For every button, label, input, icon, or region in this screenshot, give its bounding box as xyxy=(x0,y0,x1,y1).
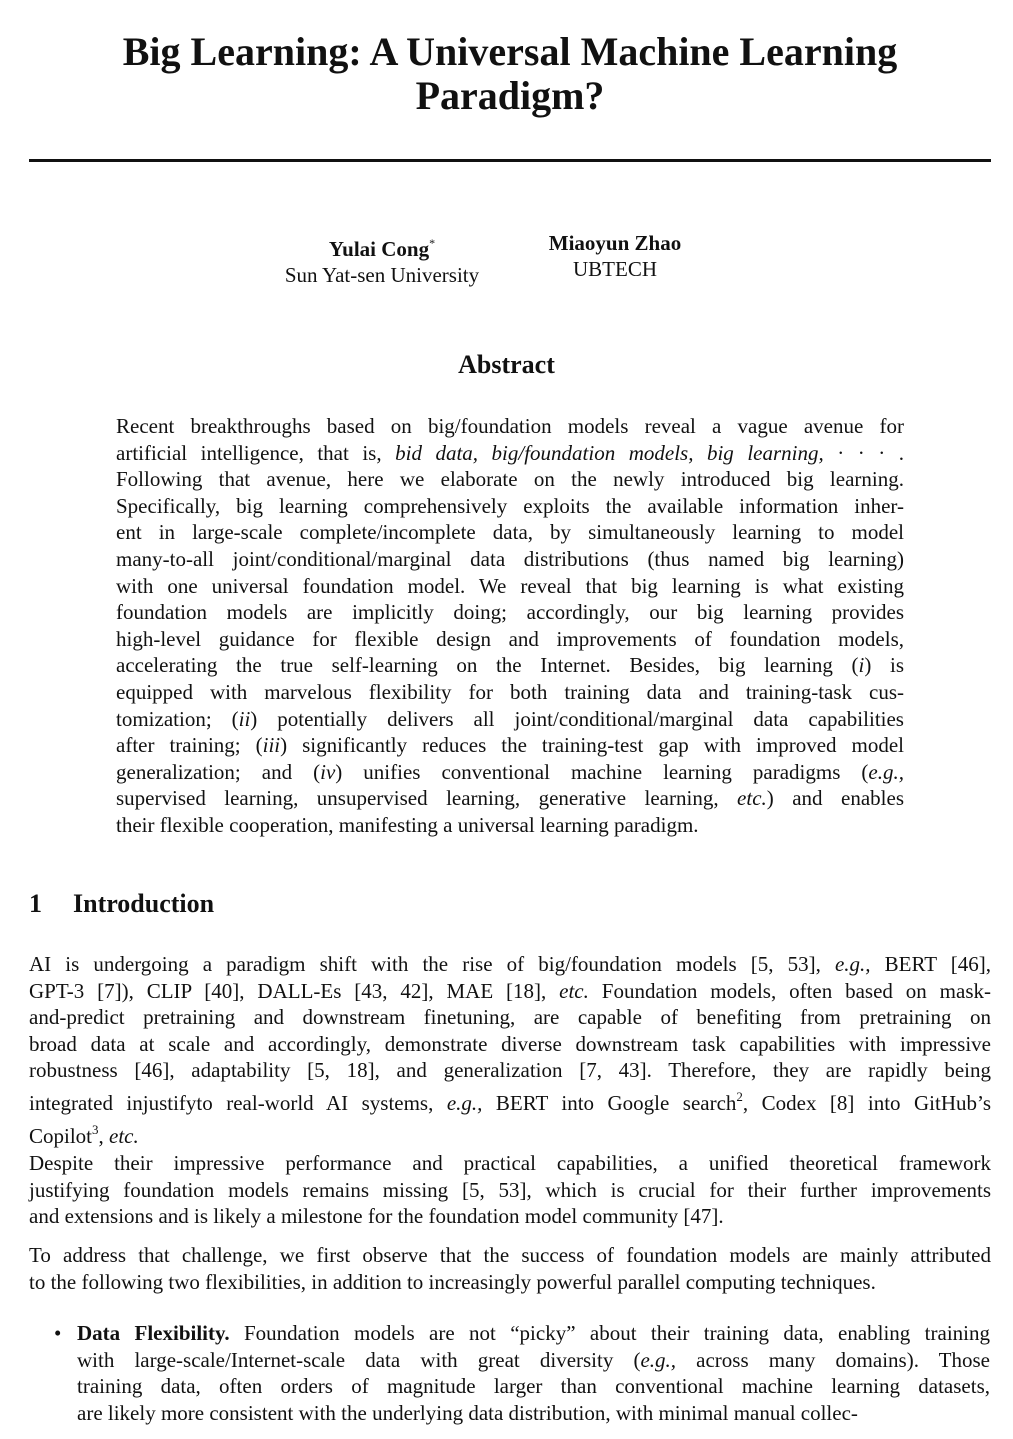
text-line: AI is undergoing a paradigm shift with the rise of big/foundation models [5, 53], e.g., BERT [46], xyxy=(29,952,992,976)
author-2 xyxy=(520,230,710,282)
text-line: their flexible cooperation, manifesting a universal learning paradigm. xyxy=(116,812,699,837)
emphasis: etc. xyxy=(737,786,767,811)
text-line: ent in large-scale complete/incomplete data, by simultaneously learning to model xyxy=(116,520,904,545)
emphasis: iv xyxy=(320,759,336,784)
abstract-body xyxy=(116,413,904,839)
author-1 xyxy=(262,230,502,288)
paragraph-1 xyxy=(29,951,991,1149)
text-line: equipped with marvelous flexibility for both training data and training-task cus- xyxy=(116,679,904,704)
emphasis: i xyxy=(858,653,865,678)
text-line: GPT-3 [7]), CLIP [40], DALL-Es [43, 42], MAE [18], etc. Foundation models, often based on mask- xyxy=(29,978,991,1003)
text-line: and-predict pretraining and downstream finetuning, are capable of benefiting from pretraining on xyxy=(29,1005,991,1030)
bold-lead: Data Flexibility. xyxy=(77,1321,230,1345)
text-line: to the following two flexibilities, in addition to increasingly powerful parallel computing techniques. xyxy=(29,1269,876,1294)
text-line: artificial intelligence, that is, bid data, big/foundation models, big learning, · · · . xyxy=(116,440,904,465)
text-line: are likely more consistent with the underlying data distribution, with minimal manual collec- xyxy=(77,1400,858,1425)
text-line: and extensions and is likely a milestone for the foundation model community [47]. xyxy=(29,1204,724,1229)
author-footnote-mark: * xyxy=(429,236,436,250)
emphasis: etc. xyxy=(559,978,589,1003)
emphasis: bid data, big/foundation models, big learning, xyxy=(395,440,824,465)
text-line: Despite their impressive performance and practical capabilities, a unified theoretical framework xyxy=(29,1151,991,1175)
footnote-ref: 3 xyxy=(92,1121,99,1137)
footnote-ref: 2 xyxy=(736,1088,743,1104)
section-title: Introduction xyxy=(73,889,215,918)
abstract-heading: Abstract xyxy=(458,350,555,379)
text-line: Recent breakthroughs based on big/foundation models reveal a vague avenue for xyxy=(116,414,904,438)
emphasis: iii xyxy=(262,733,281,758)
bullet-item-data-flexibility xyxy=(77,1320,990,1426)
text-line: foundation models are implicitly doing; accordingly, our big learning provides xyxy=(116,600,904,625)
text-line: supervised learning, unsupervised learning, generative learning, etc.) and enables xyxy=(116,786,904,811)
text-line: after training; (iii) significantly reduces the training-test gap with improved model xyxy=(116,733,905,758)
text-line: with one universal foundation model. We reveal that big learning is what existing xyxy=(116,573,904,598)
text-line: Specifically, big learning comprehensively exploits the available information inher- xyxy=(116,493,904,518)
author-name: Miaoyun Zhao xyxy=(548,231,682,255)
text-line: justifying foundation models remains missing [5, 53], which is crucial for their further improvements xyxy=(29,1177,991,1202)
emphasis: e.g., xyxy=(446,1090,483,1115)
emphasis: e.g., xyxy=(868,759,904,784)
paper-title: Big Learning: A Universal Machine Learning Paradigm? xyxy=(122,29,898,118)
section-number: 1 xyxy=(29,889,42,918)
text-line: Following that avenue, here we elaborate on the newly introduced big learning. xyxy=(116,467,904,492)
text-line: high-level guidance for flexible design and improvements of foundation models, xyxy=(116,626,904,651)
text-line: tomization; (ii) potentially delivers all joint/conditional/marginal data capabilities xyxy=(116,706,904,731)
text-line: training data, often orders of magnitude larger than conventional machine learning datasets, xyxy=(77,1374,990,1399)
author-name: Yulai Cong xyxy=(328,237,430,261)
author-affiliation: UBTECH xyxy=(573,257,657,281)
author-affiliation: Sun Yat-sen University xyxy=(284,263,480,287)
text-line: robustness [46], adaptability [5, 18], and generalization [7, 43]. Therefore, they are rapidly being xyxy=(29,1058,991,1083)
text-line: many-to-all joint/conditional/marginal data distributions (thus named big learning) xyxy=(116,546,904,571)
section-heading xyxy=(29,889,214,919)
text-line: broad data at scale and accordingly, demonstrate diverse downstream task capabilities with impressive xyxy=(29,1031,991,1056)
emphasis: e.g., xyxy=(834,952,871,976)
emphasis: e.g., xyxy=(640,1347,677,1372)
text-line: generalization; and (iv) unifies conventional machine learning paradigms (e.g., xyxy=(116,759,904,784)
text-line: Copilot$^3$, etc. xyxy=(29,1121,139,1148)
emphasis: etc. xyxy=(109,1123,139,1148)
text-line: accelerating the true self-learning on the Internet. Besides, big learning (i) is xyxy=(116,653,905,678)
text-line: with large-scale/Internet-scale data with great diversity (e.g., across many domains). Those xyxy=(77,1347,991,1372)
bullet-marker: • xyxy=(54,1321,62,1345)
emphasis: ii xyxy=(238,706,251,731)
title-rule xyxy=(29,159,991,162)
paragraph-3 xyxy=(29,1242,991,1295)
text-line: integrated injustifyto real-world AI systems, e.g., BERT into Google search$^2$, Codex [8] into GitHub’s xyxy=(29,1088,991,1115)
text-line: To address that challenge, we first observe that the success of foundation models are mainly attributed xyxy=(29,1243,991,1267)
paragraph-2 xyxy=(29,1150,991,1230)
text-line: Data Flexibility. Foundation models are not “picky” about their training data, enabling training xyxy=(77,1321,990,1345)
